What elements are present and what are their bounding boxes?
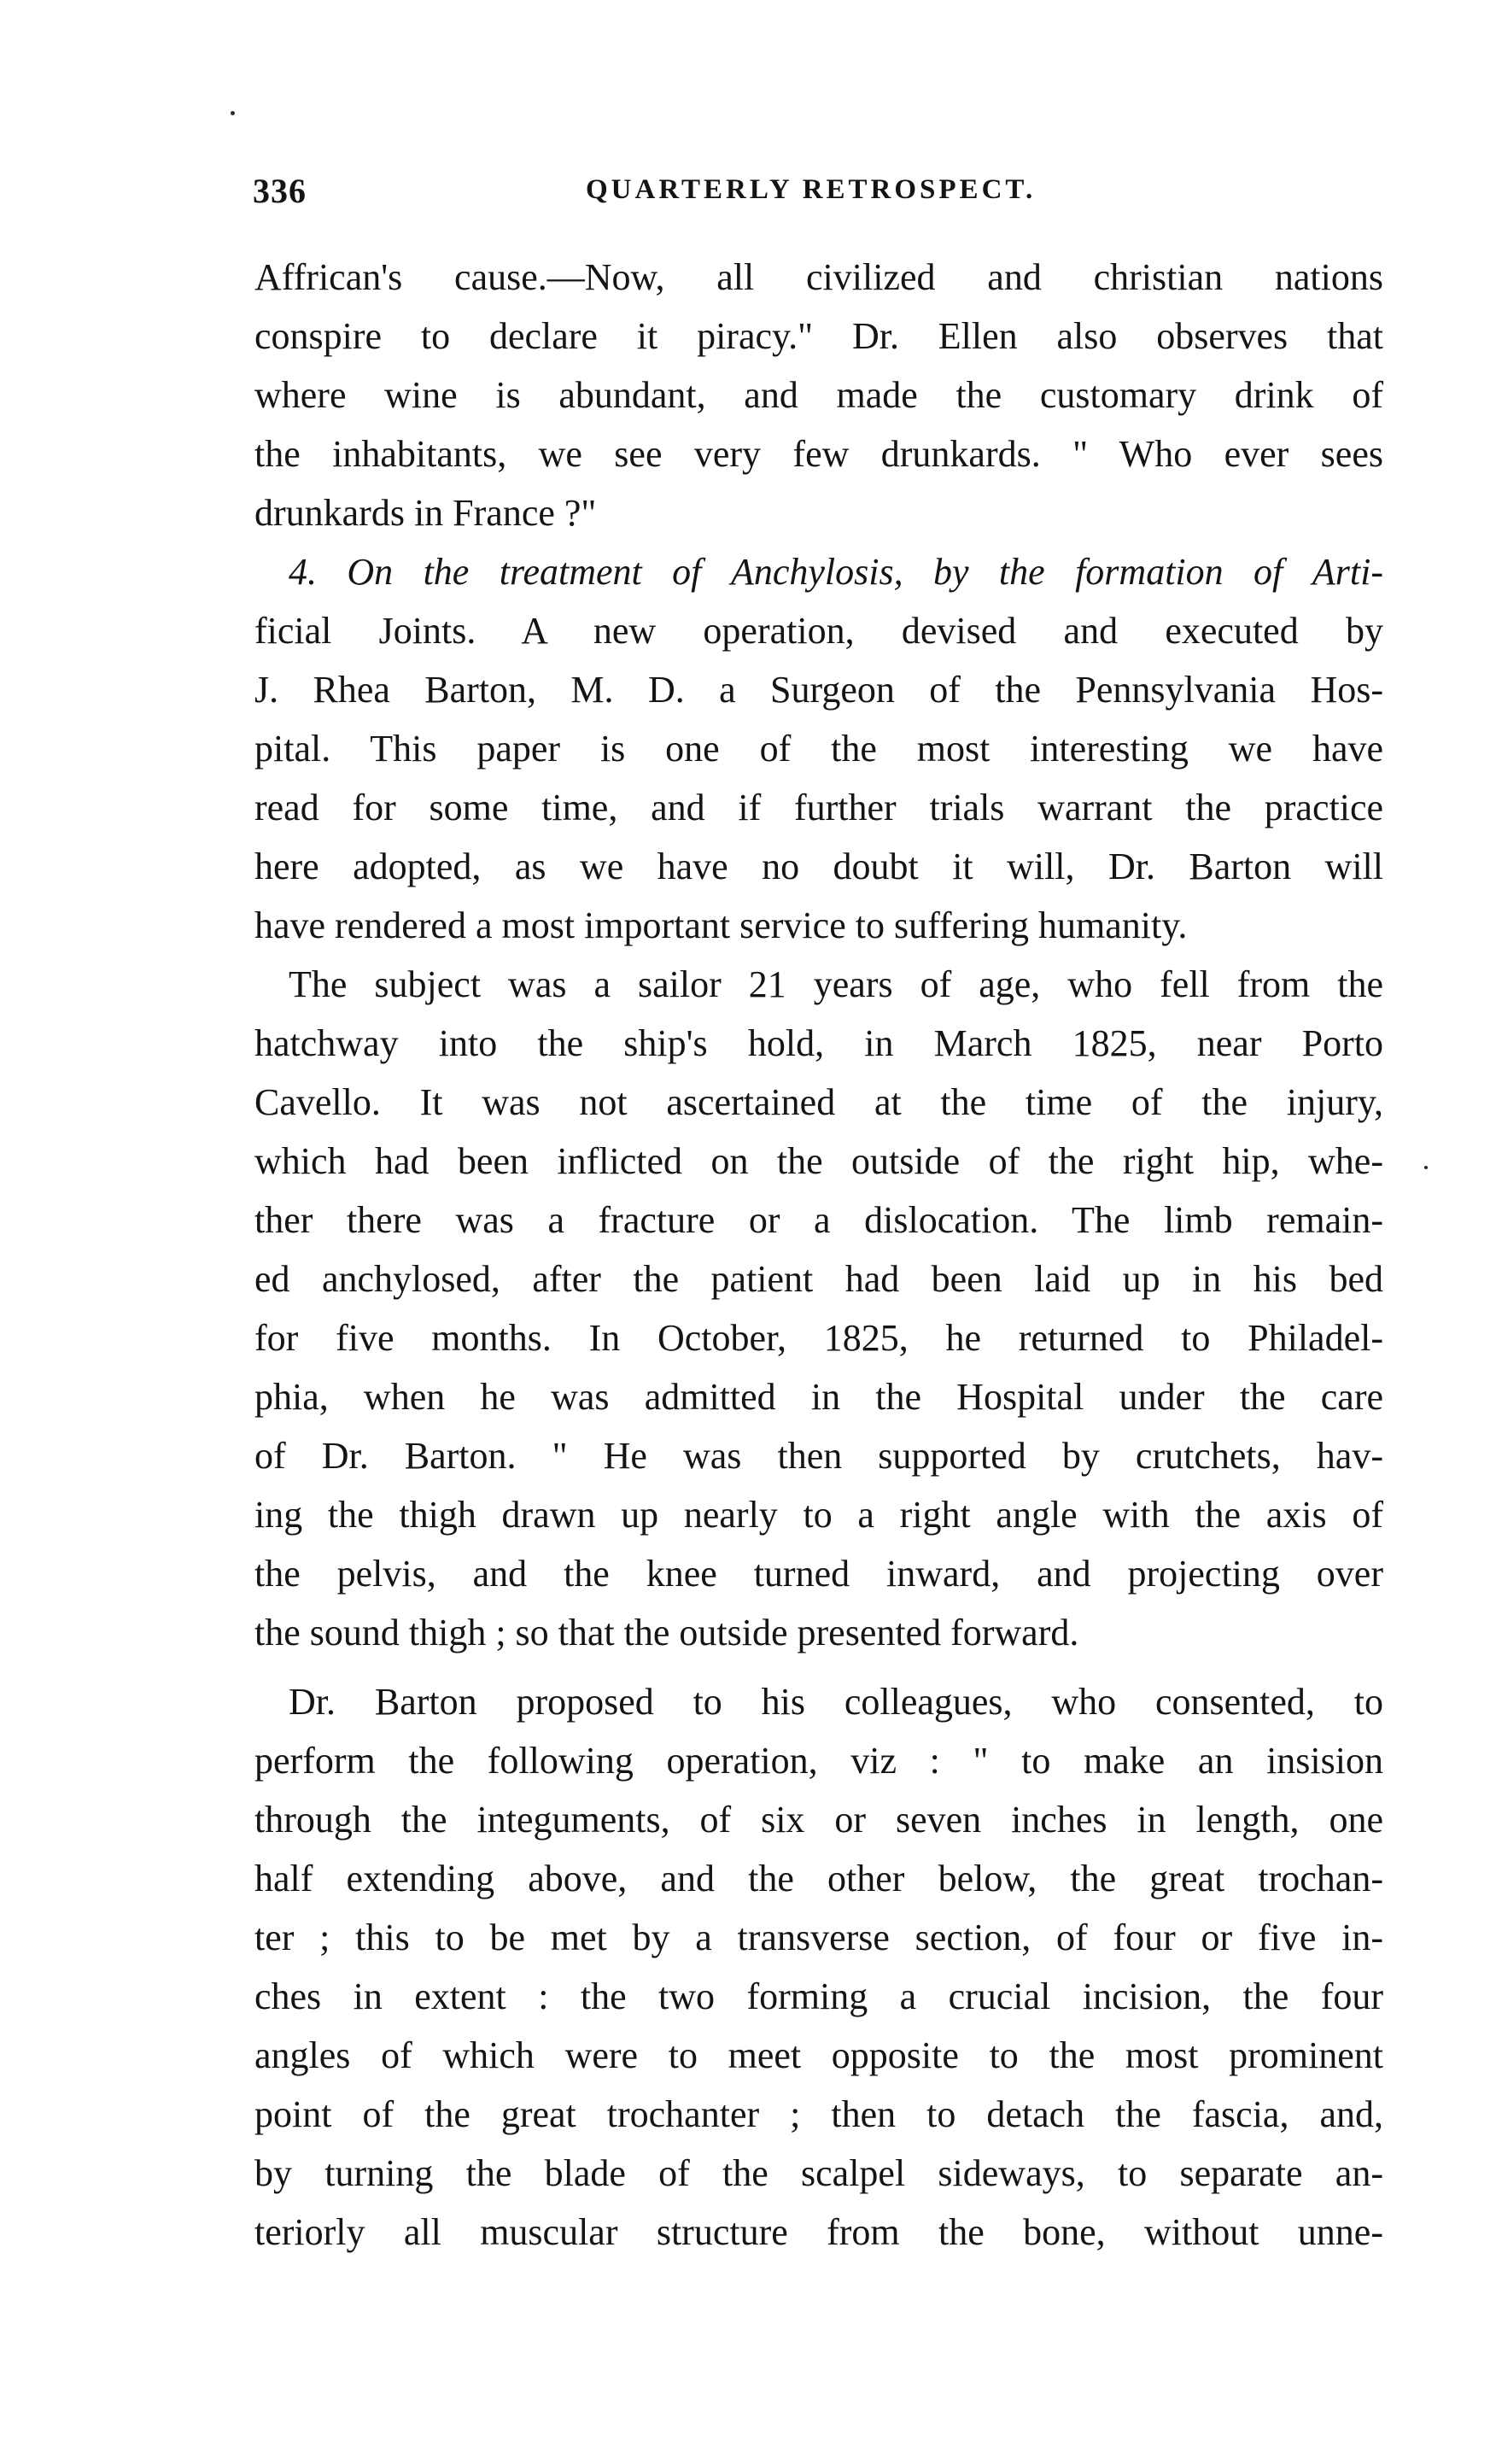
text-line: ed anchylosed, after the patient had been laid up in his bed [254,1258,1383,1300]
text-line: for five months. In October, 1825, he returned to Philadel- [254,1317,1383,1359]
text-line: where wine is abundant, and made the customary drink of [254,374,1383,416]
running-head [253,171,1124,222]
text-line: through the integuments, of six or seven inches in length, one [254,1799,1383,1841]
text-line: Affrican's cause.—Now, all civilized and christian nations [254,256,1383,298]
body-text [254,248,1383,2262]
text-line: the sound thigh ; so that the outside presented forward. [254,1612,1079,1653]
text-line: pital. This paper is one of the most interesting we have [254,728,1383,770]
text-line: The subject was a sailor 21 years of age, who fell from the [289,963,1383,1005]
paragraph [254,248,1383,542]
text-line: perform the following operation, viz : " to make an insision [254,1740,1383,1782]
text-line: angles of which were to meet opposite to the most prominent [254,2034,1383,2076]
paragraph-article-heading [254,542,1383,955]
text-line: the pelvis, and the knee turned inward, and projecting over [254,1553,1383,1595]
text-line: read for some time, and if further trials warrant the practice [254,787,1383,828]
paragraph [254,1672,1383,2262]
text-line: drunkards in France ?" [254,492,597,534]
text-line: Cavello. It was not ascertained at the time of the injury, [254,1081,1383,1123]
paragraph-gap [254,1662,1383,1672]
text-line: ing the thigh drawn up nearly to a right angle with the axis of [254,1494,1383,1536]
text-line: the inhabitants, we see very few drunkards. " Who ever sees [254,433,1383,475]
running-title: QUARTERLY RETROSPECT. [586,174,1037,205]
article-heading-line: 4. On the treatment of Anchylosis, by the formation of Arti- [289,551,1383,593]
text-line: teriorly all muscular structure from the bone, without unne- [254,2211,1383,2253]
text-line: ther there was a fracture or a dislocation. The limb remain- [254,1199,1383,1241]
text-line: point of the great trochanter ; then to detach the fascia, and, [254,2093,1383,2135]
text-line: which had been inflicted on the outside of the right hip, whe- [254,1140,1383,1182]
paragraph [254,955,1383,1662]
text-line: have rendered a most important service to suffering humanity. [254,904,1188,946]
text-line: hatchway into the ship's hold, in March 1825, near Porto [254,1022,1383,1064]
text-line: ches in extent : the two forming a crucial incision, the four [254,1975,1383,2017]
text-line: J. Rhea Barton, M. D. a Surgeon of the Pennsylvania Hos- [254,669,1383,711]
text-line: half extending above, and the other below, the great trochan- [254,1858,1383,1899]
text-line: by turning the blade of the scalpel sideways, to separate an- [254,2152,1383,2194]
text-line: Dr. Barton proposed to his colleagues, who consented, to [289,1681,1383,1723]
page-number: 336 [253,172,307,210]
text-line: conspire to declare it piracy." Dr. Ellen also observes that [254,315,1383,357]
text-line: ficial Joints. A new operation, devised and executed by [254,610,1383,652]
ink-speck [1424,1166,1428,1169]
text-line: ter ; this to be met by a transverse section, of four or five in- [254,1917,1383,1958]
text-line: of Dr. Barton. " He was then supported by crutchets, hav- [254,1435,1383,1477]
ink-speck [231,111,235,115]
text-line: phia, when he was admitted in the Hospital under the care [254,1376,1383,1418]
text-line: here adopted, as we have no doubt it will, Dr. Barton will [254,846,1383,887]
